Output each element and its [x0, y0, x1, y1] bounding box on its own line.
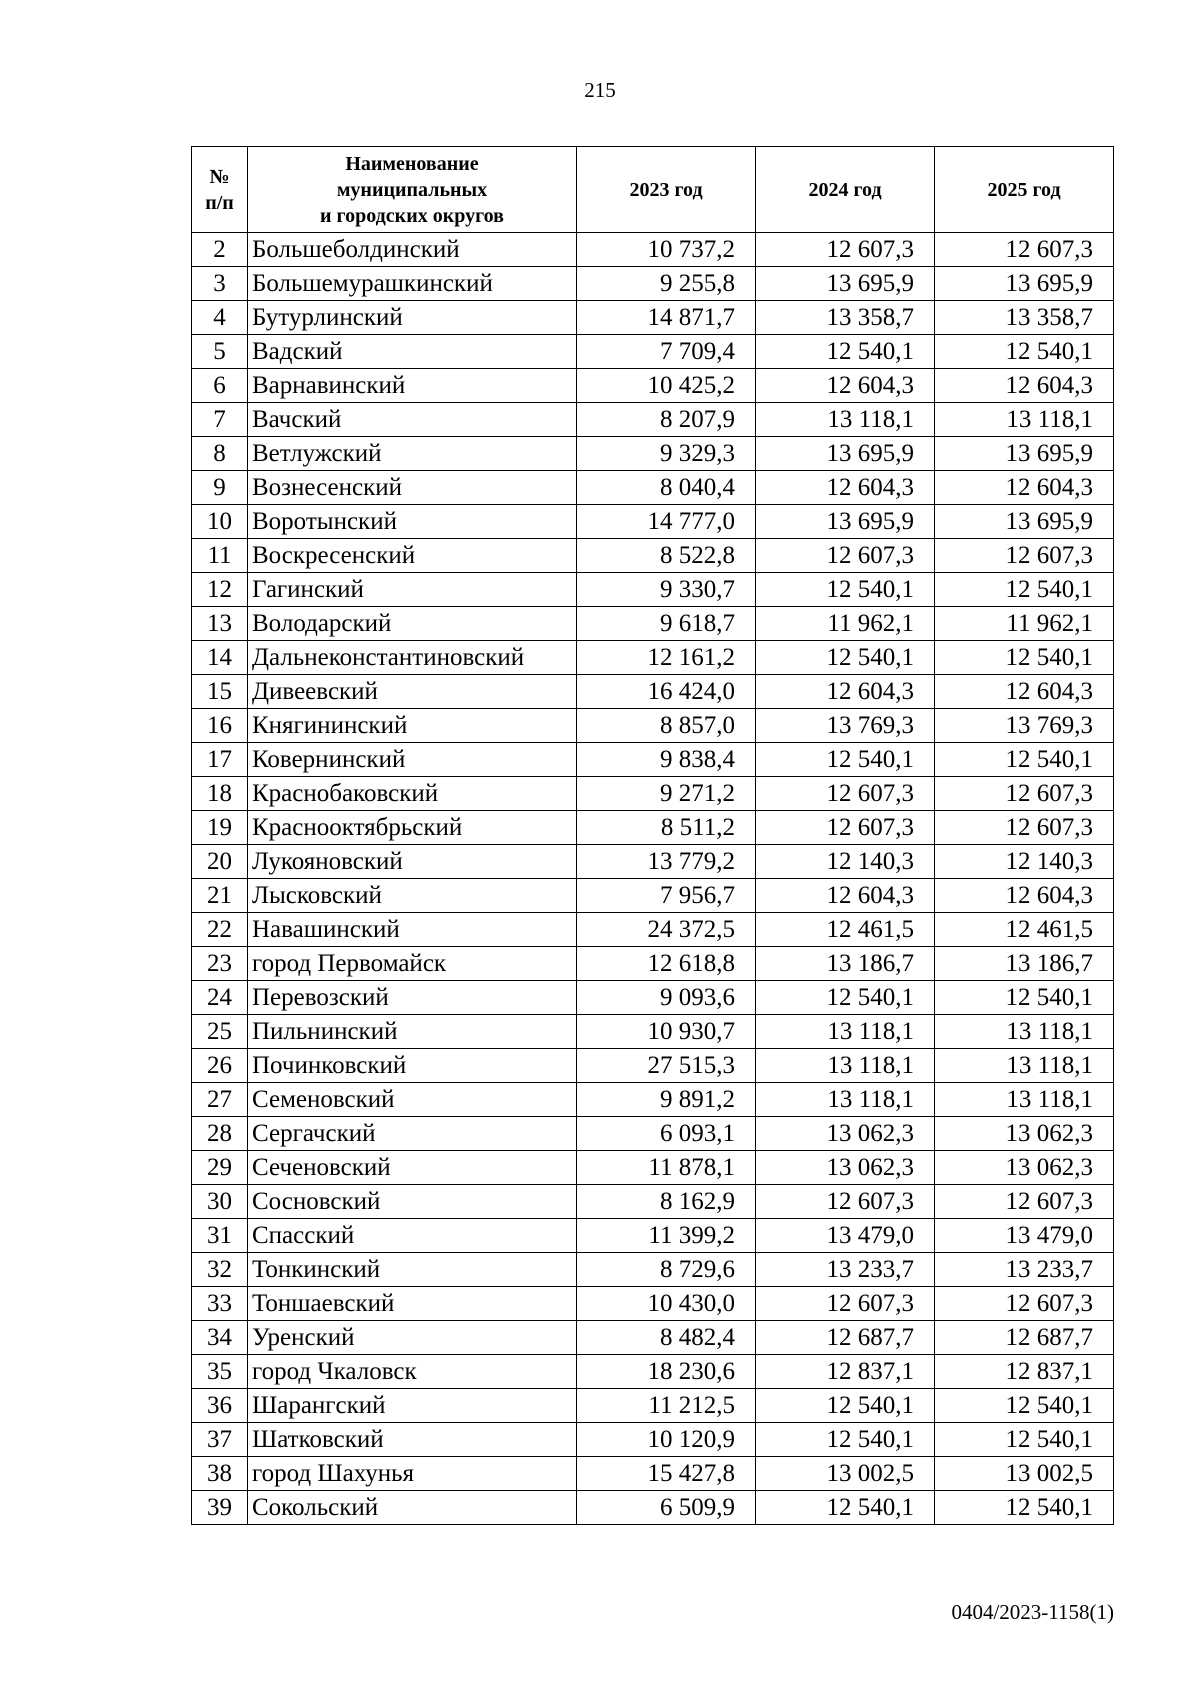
cell-value-2025: 13 002,5	[935, 1457, 1114, 1491]
cell-value-2023: 9 271,2	[577, 777, 756, 811]
cell-value-2024: 13 233,7	[756, 1253, 935, 1287]
cell-value-2025: 12 607,3	[935, 777, 1114, 811]
cell-district-name: Шарангский	[248, 1389, 577, 1423]
cell-value-2023: 12 161,2	[577, 641, 756, 675]
table-body	[192, 233, 1114, 1525]
table-row	[192, 1117, 1114, 1151]
table-row	[192, 1083, 1114, 1117]
table-row	[192, 369, 1114, 403]
cell-district-name: Сергачский	[248, 1117, 577, 1151]
cell-value-2024: 12 604,3	[756, 369, 935, 403]
table-row	[192, 505, 1114, 539]
cell-district-name: Перевозский	[248, 981, 577, 1015]
cell-value-2024: 12 607,3	[756, 811, 935, 845]
cell-value-2025: 13 695,9	[935, 505, 1114, 539]
table-row	[192, 1321, 1114, 1355]
table-row	[192, 1151, 1114, 1185]
cell-value-2023: 9 891,2	[577, 1083, 756, 1117]
cell-district-name: Воротынский	[248, 505, 577, 539]
cell-value-2023: 14 871,7	[577, 301, 756, 335]
cell-number: 39	[192, 1491, 248, 1525]
cell-number: 28	[192, 1117, 248, 1151]
cell-value-2024: 12 540,1	[756, 1389, 935, 1423]
cell-value-2023: 8 207,9	[577, 403, 756, 437]
cell-value-2025: 12 837,1	[935, 1355, 1114, 1389]
cell-district-name: Ковернинский	[248, 743, 577, 777]
cell-number: 32	[192, 1253, 248, 1287]
cell-number: 9	[192, 471, 248, 505]
cell-value-2023: 14 777,0	[577, 505, 756, 539]
cell-value-2023: 8 729,6	[577, 1253, 756, 1287]
cell-value-2025: 13 695,9	[935, 267, 1114, 301]
cell-number: 14	[192, 641, 248, 675]
cell-value-2024: 13 769,3	[756, 709, 935, 743]
cell-value-2025: 12 607,3	[935, 811, 1114, 845]
cell-number: 27	[192, 1083, 248, 1117]
document-code: 0404/2023-1158(1)	[951, 1600, 1114, 1624]
table-row	[192, 675, 1114, 709]
cell-district-name: город Шахунья	[248, 1457, 577, 1491]
cell-value-2024: 12 540,1	[756, 1491, 935, 1525]
header-name-line: муниципальных	[336, 178, 488, 201]
cell-number: 3	[192, 267, 248, 301]
cell-value-2024: 12 604,3	[756, 879, 935, 913]
cell-value-2023: 7 709,4	[577, 335, 756, 369]
cell-district-name: Большеболдинский	[248, 233, 577, 267]
cell-value-2025: 12 540,1	[935, 335, 1114, 369]
cell-number: 33	[192, 1287, 248, 1321]
cell-value-2024: 12 607,3	[756, 539, 935, 573]
cell-number: 15	[192, 675, 248, 709]
table-row	[192, 947, 1114, 981]
cell-value-2024: 13 062,3	[756, 1151, 935, 1185]
cell-value-2024: 12 604,3	[756, 471, 935, 505]
cell-value-2023: 8 040,4	[577, 471, 756, 505]
cell-value-2024: 12 540,1	[756, 743, 935, 777]
table-row	[192, 1185, 1114, 1219]
cell-district-name: Лукояновский	[248, 845, 577, 879]
table-header-row	[192, 147, 1114, 233]
cell-number: 37	[192, 1423, 248, 1457]
cell-value-2024: 12 540,1	[756, 573, 935, 607]
cell-number: 22	[192, 913, 248, 947]
cell-value-2025: 12 604,3	[935, 471, 1114, 505]
cell-value-2024: 13 118,1	[756, 403, 935, 437]
cell-district-name: Семеновский	[248, 1083, 577, 1117]
table-row	[192, 913, 1114, 947]
cell-district-name: Навашинский	[248, 913, 577, 947]
table-row	[192, 1049, 1114, 1083]
cell-value-2025: 12 687,7	[935, 1321, 1114, 1355]
cell-district-name: город Чкаловск	[248, 1355, 577, 1389]
table-row	[192, 1287, 1114, 1321]
table-row	[192, 335, 1114, 369]
table-row	[192, 437, 1114, 471]
cell-value-2023: 6 509,9	[577, 1491, 756, 1525]
cell-value-2024: 13 186,7	[756, 947, 935, 981]
cell-number: 24	[192, 981, 248, 1015]
cell-value-2024: 12 604,3	[756, 675, 935, 709]
cell-number: 16	[192, 709, 248, 743]
cell-district-name: Пильнинский	[248, 1015, 577, 1049]
header-2025: 2025 год	[935, 147, 1114, 233]
cell-value-2023: 11 399,2	[577, 1219, 756, 1253]
cell-number: 10	[192, 505, 248, 539]
cell-value-2025: 13 118,1	[935, 1015, 1114, 1049]
cell-number: 31	[192, 1219, 248, 1253]
table-row	[192, 471, 1114, 505]
cell-value-2025: 12 461,5	[935, 913, 1114, 947]
table-row	[192, 981, 1114, 1015]
cell-value-2024: 12 607,3	[756, 1185, 935, 1219]
header-2023: 2023 год	[577, 147, 756, 233]
cell-value-2023: 10 425,2	[577, 369, 756, 403]
cell-district-name: Спасский	[248, 1219, 577, 1253]
cell-district-name: Сокольский	[248, 1491, 577, 1525]
cell-number: 38	[192, 1457, 248, 1491]
cell-number: 8	[192, 437, 248, 471]
cell-value-2023: 18 230,6	[577, 1355, 756, 1389]
table-row	[192, 709, 1114, 743]
cell-district-name: Сеченовский	[248, 1151, 577, 1185]
cell-district-name: Вадский	[248, 335, 577, 369]
cell-number: 34	[192, 1321, 248, 1355]
cell-value-2024: 13 695,9	[756, 437, 935, 471]
cell-value-2025: 13 233,7	[935, 1253, 1114, 1287]
header-name-line: и городских округов	[320, 204, 504, 227]
cell-value-2025: 12 604,3	[935, 369, 1114, 403]
cell-value-2023: 16 424,0	[577, 675, 756, 709]
cell-district-name: Большемурашкинский	[248, 267, 577, 301]
cell-number: 2	[192, 233, 248, 267]
cell-value-2024: 12 140,3	[756, 845, 935, 879]
cell-value-2023: 12 618,8	[577, 947, 756, 981]
header-num-line: п/п	[205, 191, 234, 214]
header-num	[192, 147, 248, 233]
cell-number: 25	[192, 1015, 248, 1049]
cell-value-2025: 12 604,3	[935, 675, 1114, 709]
cell-district-name: Тоншаевский	[248, 1287, 577, 1321]
table-row	[192, 811, 1114, 845]
cell-number: 35	[192, 1355, 248, 1389]
cell-number: 13	[192, 607, 248, 641]
cell-value-2023: 8 857,0	[577, 709, 756, 743]
cell-district-name: Краснооктябрьский	[248, 811, 577, 845]
cell-value-2023: 10 430,0	[577, 1287, 756, 1321]
header-2024: 2024 год	[756, 147, 935, 233]
table-row	[192, 1457, 1114, 1491]
page-number: 215	[584, 78, 616, 102]
cell-value-2025: 11 962,1	[935, 607, 1114, 641]
table-row	[192, 1491, 1114, 1525]
cell-value-2024: 13 695,9	[756, 505, 935, 539]
cell-value-2025: 13 062,3	[935, 1117, 1114, 1151]
cell-value-2025: 13 062,3	[935, 1151, 1114, 1185]
cell-value-2025: 12 540,1	[935, 1491, 1114, 1525]
cell-value-2024: 12 540,1	[756, 1423, 935, 1457]
cell-value-2025: 12 540,1	[935, 1389, 1114, 1423]
cell-value-2024: 13 118,1	[756, 1049, 935, 1083]
cell-value-2024: 13 479,0	[756, 1219, 935, 1253]
table-row	[192, 607, 1114, 641]
cell-value-2025: 12 540,1	[935, 1423, 1114, 1457]
cell-value-2025: 13 479,0	[935, 1219, 1114, 1253]
cell-value-2024: 12 540,1	[756, 981, 935, 1015]
cell-district-name: Воскресенский	[248, 539, 577, 573]
table-row	[192, 233, 1114, 267]
cell-district-name: Княгининский	[248, 709, 577, 743]
cell-district-name: Краснобаковский	[248, 777, 577, 811]
table-row	[192, 1355, 1114, 1389]
cell-value-2024: 12 607,3	[756, 1287, 935, 1321]
data-table	[191, 146, 1114, 1525]
cell-value-2023: 7 956,7	[577, 879, 756, 913]
cell-district-name: Лысковский	[248, 879, 577, 913]
cell-value-2023: 11 878,1	[577, 1151, 756, 1185]
cell-district-name: Тонкинский	[248, 1253, 577, 1287]
cell-number: 12	[192, 573, 248, 607]
cell-number: 26	[192, 1049, 248, 1083]
cell-value-2024: 13 118,1	[756, 1083, 935, 1117]
cell-district-name: Ветлужский	[248, 437, 577, 471]
table-row	[192, 1015, 1114, 1049]
table-row	[192, 573, 1114, 607]
cell-value-2023: 13 779,2	[577, 845, 756, 879]
cell-value-2025: 12 540,1	[935, 743, 1114, 777]
cell-value-2024: 12 461,5	[756, 913, 935, 947]
cell-district-name: Гагинский	[248, 573, 577, 607]
cell-value-2024: 11 962,1	[756, 607, 935, 641]
table-row	[192, 845, 1114, 879]
cell-number: 20	[192, 845, 248, 879]
table-row	[192, 301, 1114, 335]
cell-value-2024: 13 695,9	[756, 267, 935, 301]
cell-number: 17	[192, 743, 248, 777]
cell-number: 23	[192, 947, 248, 981]
table-row	[192, 743, 1114, 777]
cell-value-2025: 12 540,1	[935, 573, 1114, 607]
cell-number: 7	[192, 403, 248, 437]
cell-value-2025: 13 695,9	[935, 437, 1114, 471]
cell-value-2025: 13 358,7	[935, 301, 1114, 335]
cell-value-2024: 13 062,3	[756, 1117, 935, 1151]
cell-value-2025: 12 607,3	[935, 1287, 1114, 1321]
cell-value-2025: 12 607,3	[935, 233, 1114, 267]
cell-value-2023: 9 329,3	[577, 437, 756, 471]
cell-value-2023: 9 838,4	[577, 743, 756, 777]
table-row	[192, 1423, 1114, 1457]
header-name-line: Наименование	[345, 152, 479, 175]
cell-value-2024: 12 607,3	[756, 777, 935, 811]
cell-number: 30	[192, 1185, 248, 1219]
cell-value-2023: 10 930,7	[577, 1015, 756, 1049]
cell-value-2025: 12 604,3	[935, 879, 1114, 913]
cell-value-2023: 8 511,2	[577, 811, 756, 845]
cell-value-2024: 13 002,5	[756, 1457, 935, 1491]
cell-value-2023: 9 255,8	[577, 267, 756, 301]
cell-value-2023: 11 212,5	[577, 1389, 756, 1423]
cell-district-name: Володарский	[248, 607, 577, 641]
cell-district-name: Дивеевский	[248, 675, 577, 709]
cell-district-name: Вознесенский	[248, 471, 577, 505]
cell-value-2025: 12 140,3	[935, 845, 1114, 879]
cell-value-2023: 8 162,9	[577, 1185, 756, 1219]
cell-number: 21	[192, 879, 248, 913]
cell-value-2024: 13 118,1	[756, 1015, 935, 1049]
cell-district-name: город Первомайск	[248, 947, 577, 981]
cell-number: 19	[192, 811, 248, 845]
cell-district-name: Сосновский	[248, 1185, 577, 1219]
header-name	[248, 147, 577, 233]
cell-value-2024: 12 540,1	[756, 641, 935, 675]
cell-value-2025: 12 540,1	[935, 641, 1114, 675]
cell-number: 6	[192, 369, 248, 403]
cell-value-2024: 12 837,1	[756, 1355, 935, 1389]
cell-value-2025: 13 186,7	[935, 947, 1114, 981]
table-row	[192, 1253, 1114, 1287]
cell-value-2025: 12 607,3	[935, 539, 1114, 573]
table-row	[192, 267, 1114, 301]
cell-value-2023: 24 372,5	[577, 913, 756, 947]
cell-value-2023: 9 330,7	[577, 573, 756, 607]
table-row	[192, 641, 1114, 675]
cell-value-2023: 6 093,1	[577, 1117, 756, 1151]
table-row	[192, 403, 1114, 437]
header-num-line: №	[209, 165, 230, 188]
cell-number: 4	[192, 301, 248, 335]
cell-value-2023: 8 482,4	[577, 1321, 756, 1355]
cell-value-2025: 12 540,1	[935, 981, 1114, 1015]
cell-number: 18	[192, 777, 248, 811]
cell-value-2024: 13 358,7	[756, 301, 935, 335]
cell-number: 5	[192, 335, 248, 369]
cell-value-2025: 12 607,3	[935, 1185, 1114, 1219]
cell-district-name: Варнавинский	[248, 369, 577, 403]
cell-value-2025: 13 118,1	[935, 1049, 1114, 1083]
cell-value-2024: 12 607,3	[756, 233, 935, 267]
table-row	[192, 1219, 1114, 1253]
table-row	[192, 1389, 1114, 1423]
cell-value-2025: 13 118,1	[935, 403, 1114, 437]
cell-value-2024: 12 540,1	[756, 335, 935, 369]
cell-value-2023: 9 093,6	[577, 981, 756, 1015]
cell-district-name: Уренский	[248, 1321, 577, 1355]
cell-number: 29	[192, 1151, 248, 1185]
cell-value-2023: 10 120,9	[577, 1423, 756, 1457]
cell-value-2024: 12 687,7	[756, 1321, 935, 1355]
cell-value-2023: 27 515,3	[577, 1049, 756, 1083]
cell-value-2023: 10 737,2	[577, 233, 756, 267]
cell-number: 36	[192, 1389, 248, 1423]
cell-number: 11	[192, 539, 248, 573]
cell-district-name: Починковский	[248, 1049, 577, 1083]
cell-value-2025: 13 118,1	[935, 1083, 1114, 1117]
cell-value-2025: 13 769,3	[935, 709, 1114, 743]
cell-value-2023: 15 427,8	[577, 1457, 756, 1491]
table-row	[192, 539, 1114, 573]
cell-district-name: Дальнеконстантиновский	[248, 641, 577, 675]
table-row	[192, 777, 1114, 811]
cell-district-name: Бутурлинский	[248, 301, 577, 335]
cell-value-2023: 8 522,8	[577, 539, 756, 573]
table-row	[192, 879, 1114, 913]
cell-value-2023: 9 618,7	[577, 607, 756, 641]
cell-district-name: Вачский	[248, 403, 577, 437]
cell-district-name: Шатковский	[248, 1423, 577, 1457]
